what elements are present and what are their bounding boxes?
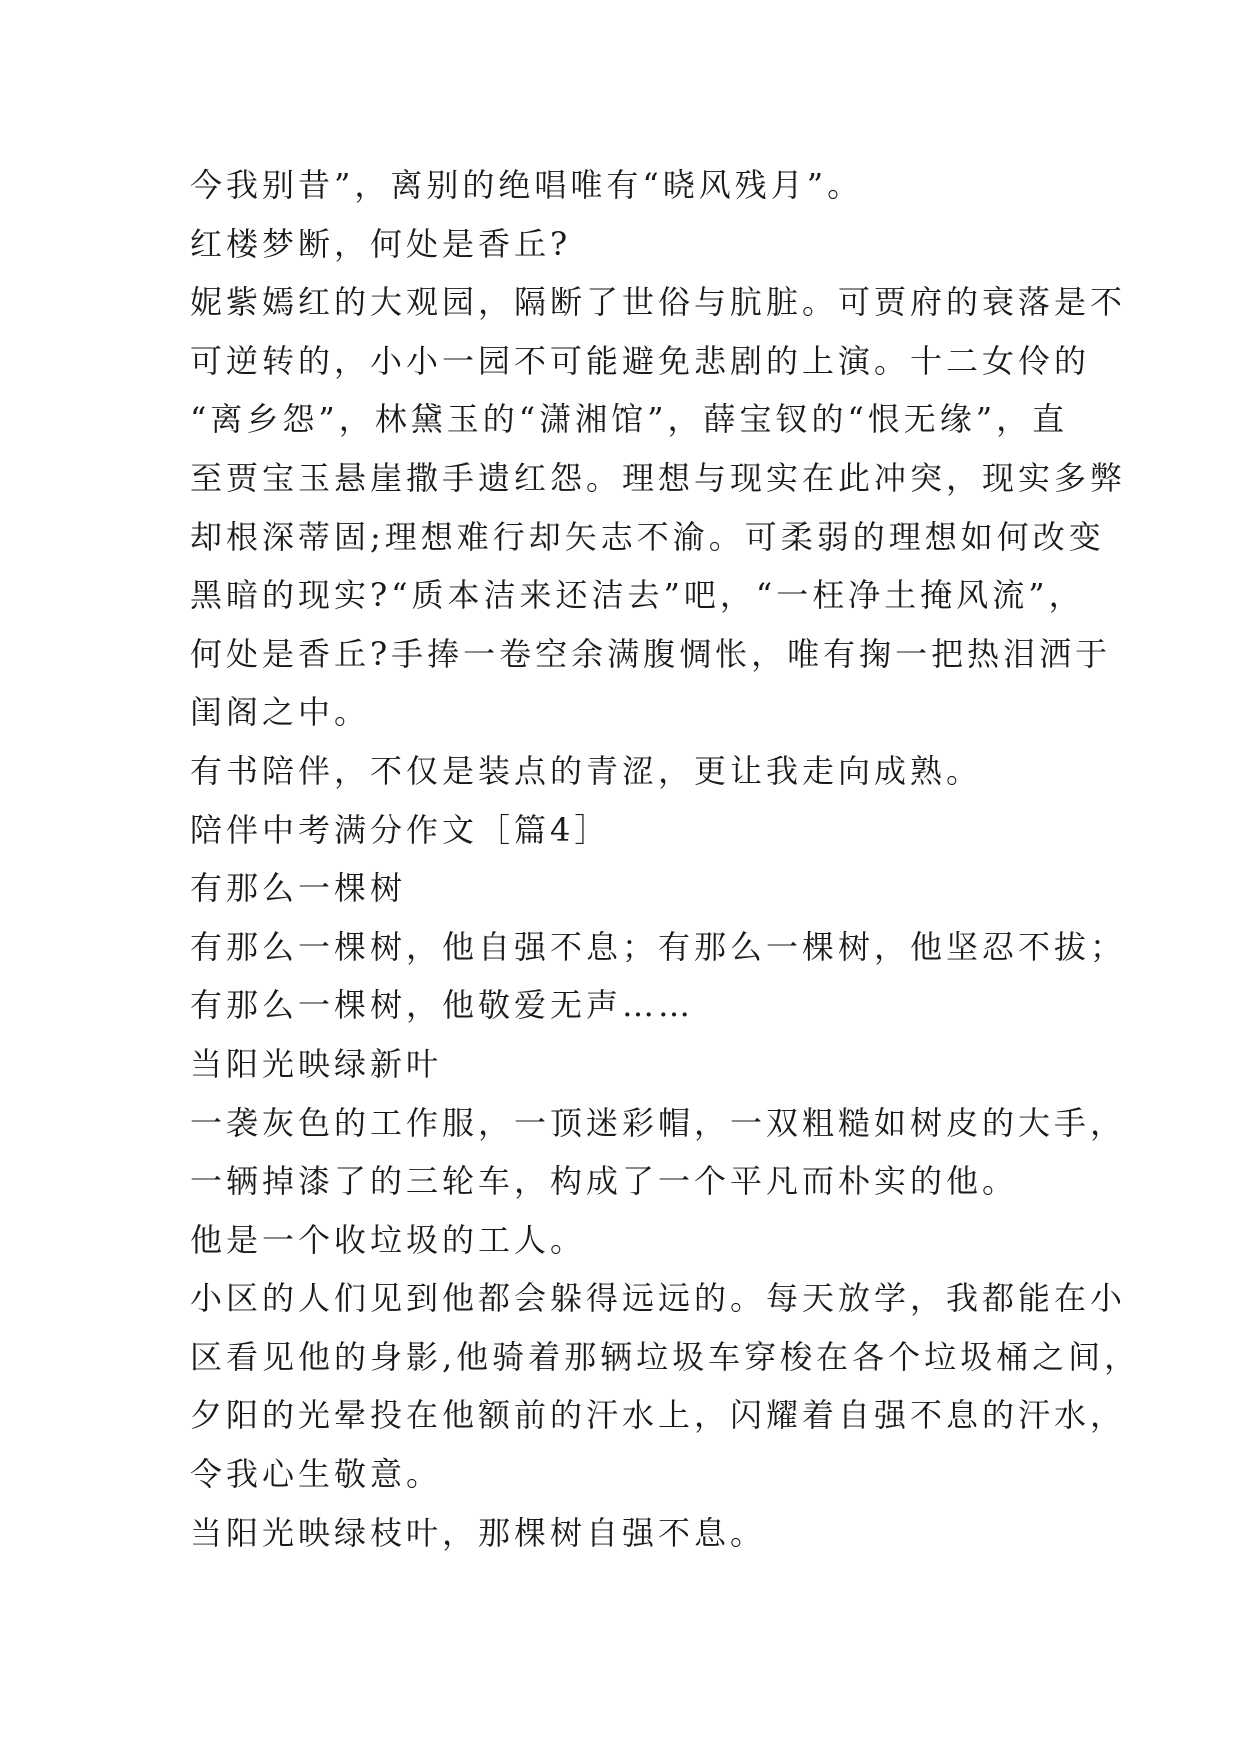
text-line: 一袭灰色的工作服，一顶迷彩帽，一双粗糙如树皮的大手， (190, 1103, 1127, 1142)
essay-title: 陪伴中考满分作文［篇4］ (190, 810, 611, 849)
section-heading: 红楼梦断，何处是香丘? (190, 224, 572, 263)
text-line: 有那么一棵树，他敬爱无声…… (190, 986, 695, 1025)
text-line: 可逆转的，小小一园不可能避免悲剧的上演。十二女伶的 (190, 341, 1091, 380)
section-heading: 当阳光映绿新叶 (190, 1044, 443, 1083)
text-line: 当阳光映绿枝叶，那棵树自强不息。 (190, 1513, 767, 1552)
text-line: 令我心生敬意。 (190, 1455, 443, 1494)
text-line: 区看见他的身影,他骑着那辆垃圾车穿梭在各个垃圾桶之间， (190, 1337, 1141, 1376)
text-line: 夕阳的光晕投在他额前的汗水上，闪耀着自强不息的汗水， (190, 1396, 1127, 1435)
text-line: 有那么一棵树，他自强不息；有那么一棵树，他坚忍不拔； (190, 927, 1127, 966)
text-line: 闺阁之中。 (190, 693, 371, 732)
text-line: “离乡怨”，林黛玉的“潇湘馆”，薛宝钗的“恨无缘”，直 (190, 400, 1069, 439)
section-heading: 有那么一棵树 (190, 869, 407, 908)
text-line: 何处是香丘?手捧一卷空余满腹惆怅，唯有掬一把热泪洒于 (190, 634, 1112, 673)
text-line: 一辆掉漆了的三轮车，构成了一个平凡而朴实的他。 (190, 1162, 1019, 1201)
document-body (190, 156, 1141, 1562)
text-line: 今我别昔”，离别的绝唱唯有“晓风残月”。 (190, 166, 864, 204)
text-line: 小区的人们见到他都会躲得远远的。每天放学，我都能在小 (190, 1279, 1127, 1318)
text-line: 却根深蒂固;理想难行却矢志不渝。可柔弱的理想如何改变 (190, 517, 1105, 556)
text-line: 至贾宝玉悬崖撒手遗红怨。理想与现实在此冲突，现实多弊 (190, 458, 1127, 497)
text-line: 他是一个收垃圾的工人。 (190, 1220, 587, 1259)
text-line: 有书陪伴，不仅是装点的青涩，更让我走向成熟。 (190, 751, 983, 790)
text-line: 黑暗的现实?“质本洁来还洁去”吧，“一枉净土掩风流”， (190, 576, 1085, 615)
text-line: 妮紫嫣红的大观园，隔断了世俗与肮脏。可贾府的衰落是不 (190, 283, 1127, 322)
